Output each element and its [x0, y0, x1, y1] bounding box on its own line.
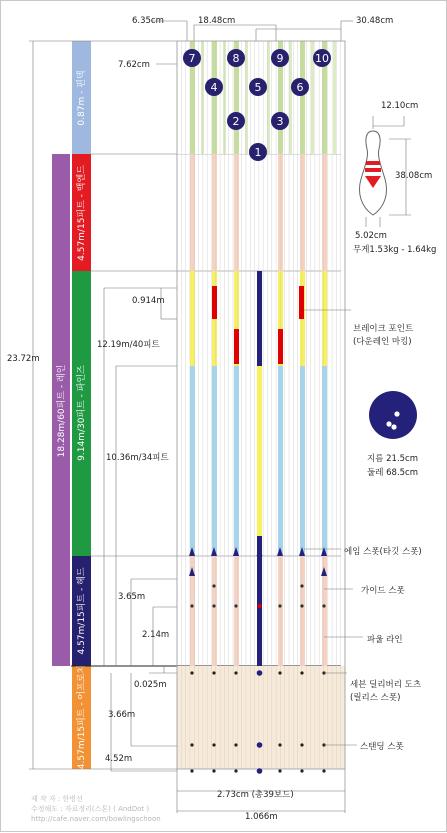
lane-stripe — [322, 271, 327, 366]
lane-stripe — [234, 154, 239, 271]
approach-dot — [278, 769, 281, 772]
lane-stripe — [322, 154, 327, 271]
pin-height-label: 12.10cm — [381, 101, 419, 111]
approach-center-dot — [257, 670, 263, 676]
bowling-lane-diagram — [1, 1, 447, 833]
break-marker — [212, 286, 217, 319]
approach-area — [177, 666, 345, 769]
credit-line-1: 제 작 자 : 한병선 — [31, 795, 83, 803]
lane-stripe — [201, 41, 204, 154]
credit-line-3: http://cafe.naver.com/bowlingschoon — [31, 815, 161, 823]
pin-width-label: 38.08cm — [395, 171, 433, 181]
pin-3-label: 3 — [276, 115, 284, 128]
arrows-from-foul-label: 12.19m/40피트 — [97, 340, 160, 350]
lane-stripe — [234, 556, 239, 666]
approach-label: 4.57m/15피트 - 어프로치 — [77, 664, 87, 770]
approach-dot — [234, 671, 237, 674]
pin-deck-width-label: 30.48cm — [356, 16, 394, 26]
credit — [31, 794, 161, 823]
breakpoint-sub-label: (다운레인 마킹) — [353, 337, 412, 347]
lane-stripe — [234, 366, 239, 556]
total-length-label: 23.72m — [7, 354, 40, 364]
stand-dots-label: 3.66m — [108, 710, 136, 720]
foul-line-label: 파울 라인 — [367, 635, 403, 645]
lane-stripe — [212, 366, 217, 556]
center-board-yellow — [257, 366, 262, 536]
break-marker — [299, 286, 304, 319]
approach-dot — [300, 743, 303, 746]
pit-label: 0.87m - 핀덱 — [77, 70, 87, 126]
lane-stripe — [212, 556, 217, 666]
approach-dot — [278, 743, 281, 746]
guide-far-label: 3.65m — [118, 592, 146, 602]
approach-center-dot — [257, 742, 263, 748]
ball-icon — [369, 391, 417, 439]
approach-dot — [190, 769, 193, 772]
approach-center-dot — [257, 768, 263, 774]
approach-dot — [190, 743, 193, 746]
approach-dot — [212, 769, 215, 772]
lane-stripe — [300, 366, 305, 556]
approach-dot — [190, 671, 193, 674]
pin-weight-label: 무게1.53kg - 1.64kg — [353, 245, 437, 255]
credit-line-2: 수정해도 : 자료정리(스톤) ( AndDot ) — [31, 805, 150, 813]
pin-7-label: 7 — [188, 52, 196, 65]
row-spacing-label: 7.62cm — [118, 60, 150, 70]
pin-2-label: 2 — [232, 115, 240, 128]
guide-dot — [300, 604, 303, 607]
guide-dot — [300, 584, 303, 587]
approach-dot — [212, 743, 215, 746]
lane-stripe — [212, 41, 217, 154]
sevenboard-dots-label: 세븐 딜리버리 도츠 — [350, 680, 422, 690]
dots-from-foul-label: 10.36m/34피트 — [106, 453, 169, 463]
approach-dot — [300, 671, 303, 674]
sevenboard-dots-sub-label: (릴리스 스폿) — [350, 693, 401, 703]
break-marker — [278, 329, 283, 364]
lane-stripe — [300, 41, 305, 154]
guide-dot — [278, 604, 281, 607]
approach-dot — [278, 671, 281, 674]
approach-dot — [234, 743, 237, 746]
lane-stripe — [322, 366, 327, 556]
pine-label: 9.14m/30피트 - 파인즈 — [77, 365, 87, 461]
lane-stripe — [300, 154, 305, 271]
guide-spot-label: 가이드 스폿 — [361, 586, 405, 596]
aim-spot-label: 에임 스폿(타깃 스폿) — [344, 547, 422, 557]
pin-1-label: 1 — [254, 146, 262, 159]
pin-to-pin-label: 18.48cm — [198, 16, 236, 26]
break-marker — [234, 329, 239, 364]
guide-dot — [322, 604, 325, 607]
approach-dot — [234, 769, 237, 772]
guide-near-label: 2.14m — [142, 630, 170, 640]
pin-5-label: 5 — [254, 81, 262, 94]
pin-4-label: 4 — [210, 81, 218, 94]
lane-label: 18.28m/60피트 - 레인 — [57, 364, 67, 458]
lane-stripe — [289, 41, 292, 154]
standing-spot-label: 스탠딩 스폿 — [360, 742, 404, 752]
ball-circumference-label: 둘레 68.5cm — [367, 468, 419, 478]
approach-dot — [322, 769, 325, 772]
lane-stripe — [333, 41, 336, 154]
lane-stripe — [245, 41, 248, 154]
guide-dot — [212, 584, 215, 587]
lane-stripe — [300, 556, 305, 666]
pin-base-label: 5.02cm — [355, 231, 387, 241]
pin-8-label: 8 — [232, 52, 240, 65]
center-guide-dot — [258, 604, 262, 608]
board-width-label: 2.73cm (총39보드) — [217, 790, 294, 800]
backend-label: 4.57m/15피트 - 백엔드 — [77, 165, 87, 261]
pin-spacing-label: 6.35cm — [132, 16, 164, 26]
lane-stripe — [212, 154, 217, 271]
guide-dot — [234, 604, 237, 607]
pin-10-label: 10 — [315, 52, 329, 65]
approach-dot — [300, 769, 303, 772]
lane-width-label: 1.066m — [245, 812, 278, 822]
approach-gap-label: 0.025m — [134, 680, 167, 690]
ball-diameter-label: 지름 21.5cm — [367, 454, 419, 464]
arrow-gap-label: 0.914m — [132, 296, 165, 306]
approach-len-label: 4.52m — [105, 754, 133, 764]
guide-dot — [190, 604, 193, 607]
approach-dot — [212, 671, 215, 674]
breakpoint-label: 브레이크 포인트 — [353, 324, 414, 334]
pin-9-label: 9 — [276, 52, 284, 65]
pin-6-label: 6 — [296, 81, 304, 94]
head-label: 4.57m/15피트 - 헤드 — [77, 567, 87, 655]
guide-dot — [212, 604, 215, 607]
